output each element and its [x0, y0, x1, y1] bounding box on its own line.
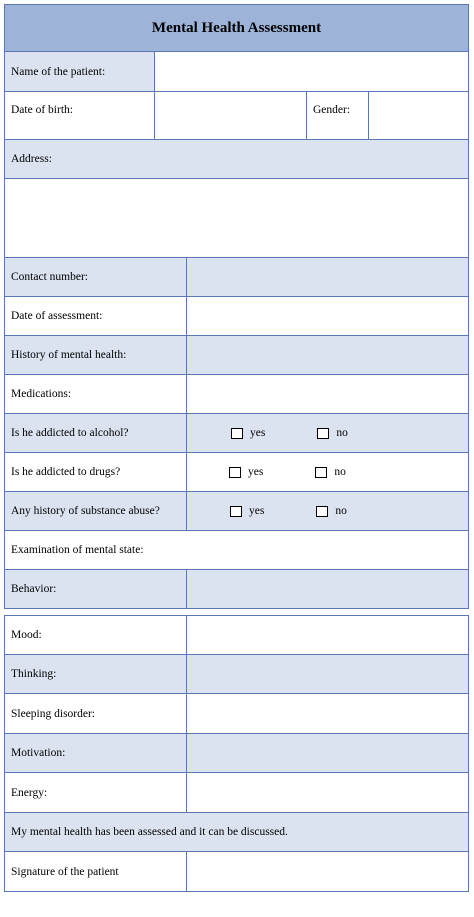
alcohol-options — [186, 414, 468, 452]
exam-row — [4, 531, 469, 570]
motivation-label: Motivation: — [5, 734, 186, 772]
statement-text: My mental health has been assessed and it can be discussed. — [5, 813, 468, 851]
address-input[interactable] — [5, 179, 468, 257]
signature-row — [4, 852, 469, 892]
checkbox-icon[interactable] — [317, 428, 329, 439]
checkbox-icon[interactable] — [230, 506, 242, 517]
no-label: no — [336, 427, 348, 439]
dob-row — [4, 92, 469, 140]
behavior-input[interactable] — [186, 570, 468, 608]
signature-label: Signature of the patient — [5, 852, 186, 891]
statement-row — [4, 813, 469, 852]
behavior-row — [4, 570, 469, 609]
energy-label: Energy: — [5, 773, 186, 812]
medications-label: Medications: — [5, 375, 186, 413]
no-label: no — [334, 466, 346, 478]
name-label: Name of the patient: — [5, 52, 154, 91]
drugs-row — [4, 453, 469, 492]
checkbox-icon[interactable] — [231, 428, 243, 439]
substance-options — [186, 492, 468, 530]
checkbox-icon[interactable] — [316, 506, 328, 517]
substance-row — [4, 492, 469, 531]
signature-input[interactable] — [186, 852, 468, 891]
gender-input[interactable] — [368, 92, 468, 139]
motivation-input[interactable] — [186, 734, 468, 772]
assessment-form — [4, 4, 469, 892]
history-label: History of mental health: — [5, 336, 186, 374]
energy-row — [4, 773, 469, 813]
thinking-input[interactable] — [186, 655, 468, 693]
exam-label: Examination of mental state: — [5, 531, 468, 569]
checkbox-icon[interactable] — [315, 467, 327, 478]
medications-row — [4, 375, 469, 414]
name-row — [4, 52, 469, 92]
substance-yes-option[interactable] — [230, 505, 264, 517]
thinking-label: Thinking: — [5, 655, 186, 693]
date-assessment-input[interactable] — [186, 297, 468, 335]
history-row — [4, 336, 469, 375]
history-input[interactable] — [186, 336, 468, 374]
sleeping-input[interactable] — [186, 694, 468, 733]
thinking-row — [4, 655, 469, 694]
name-input[interactable] — [154, 52, 468, 91]
sleeping-label: Sleeping disorder: — [5, 694, 186, 733]
address-label: Address: — [5, 140, 468, 178]
mood-row — [4, 615, 469, 655]
substance-no-option[interactable] — [316, 505, 347, 517]
sleeping-row — [4, 694, 469, 734]
drugs-no-option[interactable] — [315, 466, 346, 478]
address-area-row — [4, 179, 469, 258]
contact-input[interactable] — [186, 258, 468, 296]
date-assessment-row — [4, 297, 469, 336]
yes-label: yes — [250, 427, 266, 439]
address-row — [4, 140, 469, 179]
yes-label: yes — [249, 505, 265, 517]
alcohol-label: Is he addicted to alcohol? — [5, 414, 186, 452]
alcohol-row — [4, 414, 469, 453]
substance-label: Any history of substance abuse? — [5, 492, 186, 530]
motivation-row — [4, 734, 469, 773]
drugs-label: Is he addicted to drugs? — [5, 453, 186, 491]
gender-label: Gender: — [306, 92, 368, 139]
no-label: no — [335, 505, 347, 517]
contact-label: Contact number: — [5, 258, 186, 296]
energy-input[interactable] — [186, 773, 468, 812]
date-assessment-label: Date of assessment: — [5, 297, 186, 335]
checkbox-icon[interactable] — [229, 467, 241, 478]
alcohol-no-option[interactable] — [317, 427, 348, 439]
dob-input[interactable] — [154, 92, 306, 139]
mood-input[interactable] — [186, 616, 468, 654]
drugs-yes-option[interactable] — [229, 466, 263, 478]
dob-label: Date of birth: — [5, 92, 154, 139]
behavior-label: Behavior: — [5, 570, 186, 608]
drugs-options — [186, 453, 468, 491]
form-title: Mental Health Assessment — [4, 4, 469, 52]
alcohol-yes-option[interactable] — [231, 427, 265, 439]
contact-row — [4, 258, 469, 297]
medications-input[interactable] — [186, 375, 468, 413]
mood-label: Mood: — [5, 616, 186, 654]
yes-label: yes — [248, 466, 264, 478]
